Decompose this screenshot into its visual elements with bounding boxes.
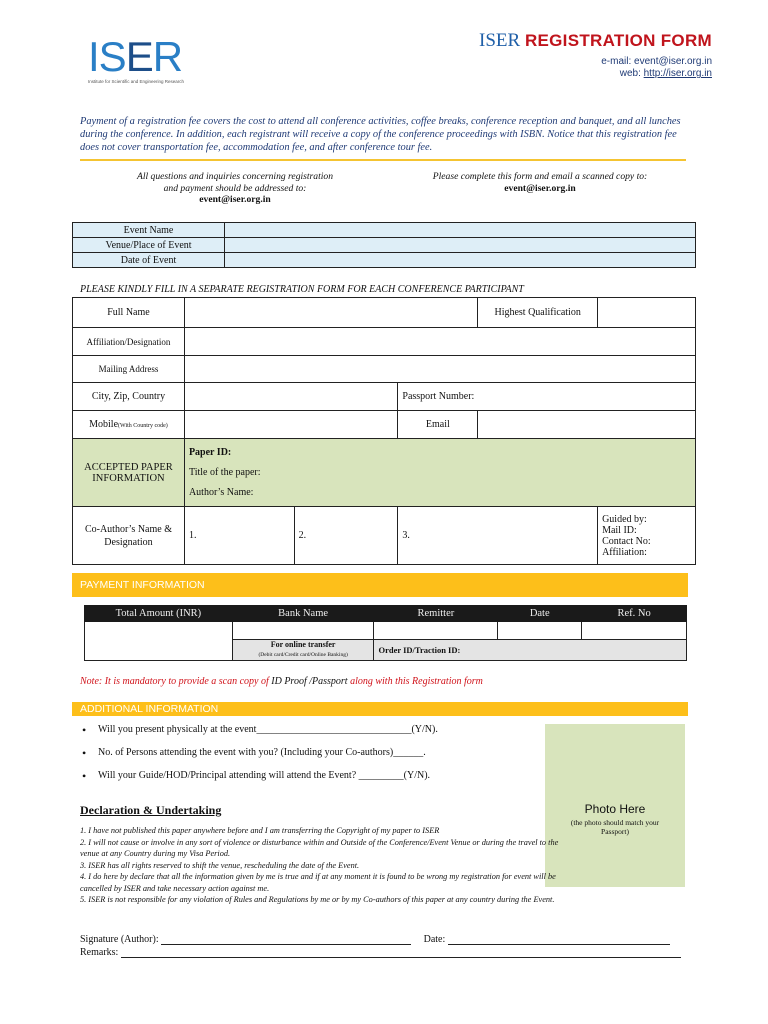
table-row <box>85 606 687 622</box>
coauthor-1-field[interactable]: 1. <box>184 507 294 565</box>
author-name-label: Author’s Name: <box>188 486 254 498</box>
full-name-field[interactable] <box>184 298 477 328</box>
bank-name-header: Bank Name <box>232 606 374 622</box>
list-item: • Will your Guide/HOD/Principal attending will attend the Event? _________(Y/N). <box>80 770 540 781</box>
note-part-1: Note: It is mandatory to provide a scan copy of <box>80 676 272 687</box>
questions-contact <box>120 171 350 206</box>
submit-email: event@iser.org.in <box>504 182 576 194</box>
ref-no-field[interactable] <box>582 622 687 640</box>
paper-title-label: Title of the paper: <box>188 466 261 478</box>
date-header: Date <box>498 606 582 622</box>
event-name-label: Event Name <box>73 223 225 238</box>
remarks-row <box>80 947 681 958</box>
registration-table <box>72 297 696 565</box>
submit-contact <box>410 171 670 194</box>
form-title-iser: ISER <box>479 30 521 51</box>
yellow-divider <box>80 159 686 161</box>
event-date-field[interactable] <box>225 253 696 268</box>
total-amount-header: Total Amount (INR) <box>85 606 233 622</box>
logo-text-is: IS <box>88 33 126 80</box>
accepted-paper-label: ACCEPTED PAPER INFORMATION <box>73 439 185 507</box>
id-proof-note <box>80 676 483 687</box>
table-row <box>73 439 696 507</box>
signature-label: Signature (Author): <box>80 934 159 945</box>
affiliation-field[interactable] <box>184 328 695 356</box>
logo-subtitle: Institute for Scientific and Engineering Research <box>88 79 185 84</box>
paper-id-label: Paper ID: <box>188 446 232 458</box>
signature-row <box>80 934 670 945</box>
passport-number-label: Passport Number: <box>402 391 475 402</box>
online-transfer-cell <box>232 640 374 661</box>
table-row <box>73 356 696 383</box>
mobile-label <box>73 411 185 439</box>
event-name-field[interactable] <box>225 223 696 238</box>
online-transfer-note: (Debit card/Credit card/Online Banking) <box>258 652 348 658</box>
coauthor-label: Co-Author’s Name & Designation <box>73 507 185 565</box>
questions-line-1: All questions and inquiries concerning registration <box>136 171 334 182</box>
ref-no-header: Ref. No <box>582 606 687 622</box>
bank-name-field[interactable] <box>232 622 374 640</box>
guide-affiliation-label: Affiliation: <box>602 546 647 558</box>
table-row <box>73 411 696 439</box>
payment-table <box>84 605 687 661</box>
declaration-heading: Declaration & Undertaking <box>80 803 222 817</box>
declaration-item: 1. I have not published this paper anywhere before and I am transferring the Copyright of my paper to ISER <box>80 826 440 835</box>
note-id-proof: ID Proof /Passport <box>271 676 348 687</box>
mobile-field[interactable] <box>184 411 397 439</box>
table-row <box>73 328 696 356</box>
web-label: web: <box>619 68 644 79</box>
list-item: • Will you present physically at the event_______________________________(Y/N). <box>80 724 540 735</box>
photo-title: Photo Here <box>584 802 646 816</box>
table-row <box>73 298 696 328</box>
order-id-field[interactable] <box>374 640 687 661</box>
email-label-cell: Email <box>398 411 478 439</box>
full-name-label: Full Name <box>73 298 185 328</box>
list-item: • No. of Persons attending the event with you? (Including your Co-authors)______. <box>80 747 540 758</box>
highest-qualification-label: Highest Qualification <box>478 298 598 328</box>
event-table <box>72 222 696 268</box>
date-field[interactable] <box>498 622 582 640</box>
contact-no-label: Contact No: <box>602 535 651 547</box>
header-email: event@iser.org.in <box>634 56 712 67</box>
highest-qualification-field[interactable] <box>598 298 696 328</box>
intro-paragraph: Payment of a registration fee covers the cost to attend all conference activities, coffee breaks, conference reception and banquet, and all lunches during the conference. In addition, each registrant will receive a copy of the conference proceedings with ISBN. Notice that this registration fee does not cover transportation fee, accommodation fee, and after conference tour fee. <box>80 116 681 154</box>
declaration-item: 3. ISER has all rights reserved to shift the venue, rescheduling the date of the Event. <box>80 860 360 870</box>
logo-text-e: E <box>125 33 153 80</box>
declaration-item: 5. ISER is not responsible for any violation of Rules and Regulations by me or by my Co-authors of this paper at any country during the Event. <box>80 895 555 904</box>
contact-info <box>601 56 712 80</box>
remitter-field[interactable] <box>374 622 498 640</box>
order-id-label: Order ID/Traction ID: <box>378 645 461 655</box>
affiliation-label: Affiliation/Designation <box>73 328 185 356</box>
mobile-label-text: Mobile <box>89 419 119 430</box>
paper-info-field[interactable] <box>184 439 695 507</box>
photo-placeholder[interactable] <box>545 724 685 887</box>
declaration-text <box>80 825 560 906</box>
city-zip-country-label: City, Zip, Country <box>73 383 185 411</box>
table-row <box>73 383 696 411</box>
mail-id-label: Mail ID: <box>602 524 637 536</box>
table-row <box>85 622 687 640</box>
table-row <box>73 253 696 268</box>
additional-questions <box>80 724 540 793</box>
guide-info-field[interactable] <box>598 507 696 565</box>
online-transfer-label: For online transfer <box>270 640 336 649</box>
mobile-country-code-note: (With Country code) <box>118 423 168 429</box>
form-title-registration: REGISTRATION FORM <box>524 31 712 50</box>
declaration-item: 4. I do here by declare that all the information given by me is true and if at any moment it is found to be wrong my registration for event will be cancelled by ISER and take necessary action against me. <box>80 872 556 893</box>
event-venue-field[interactable] <box>225 238 696 253</box>
logo-text-r: R <box>152 33 183 80</box>
iser-logo <box>88 33 218 86</box>
declaration-item: 2. I will not cause or involve in any sort of violence or disturbance within and Outside of the Conference/Event Venue or during the travel to the venue at any Country during my Visa Period. <box>80 837 559 858</box>
remarks-label: Remarks: <box>80 947 119 958</box>
mailing-address-field[interactable] <box>184 356 695 383</box>
passport-number-field[interactable] <box>398 383 696 411</box>
payment-info-bar: PAYMENT INFORMATION <box>72 573 688 597</box>
event-date-label: Date of Event <box>73 253 225 268</box>
photo-note: (the photo should match your Passport) <box>570 818 660 836</box>
date-label: Date: <box>423 934 446 945</box>
coauthor-2-field[interactable]: 2. <box>294 507 398 565</box>
table-row <box>73 238 696 253</box>
form-title <box>479 30 712 52</box>
total-amount-field[interactable] <box>85 622 233 661</box>
table-row <box>73 223 696 238</box>
separate-form-notice: PLEASE KINDLY FILL IN A SEPARATE REGISTRATION FORM FOR EACH CONFERENCE PARTICIPANT <box>80 284 524 295</box>
email-field[interactable] <box>478 411 696 439</box>
website-link[interactable]: http://iser.org.in <box>643 68 712 79</box>
event-venue-label: Venue/Place of Event <box>73 238 225 253</box>
remarks-line[interactable] <box>121 948 681 958</box>
email-label: e-mail: <box>601 56 635 67</box>
remitter-header: Remitter <box>374 606 498 622</box>
date-line[interactable] <box>448 935 670 945</box>
additional-info-bar: ADDITIONAL INFORMATION <box>72 702 688 716</box>
signature-line[interactable] <box>161 935 411 945</box>
coauthor-3-field[interactable]: 3. <box>398 507 598 565</box>
city-zip-country-field[interactable] <box>184 383 397 411</box>
submit-line: Please complete this form and email a scanned copy to: <box>432 171 648 182</box>
table-row <box>73 507 696 565</box>
questions-email: event@iser.org.in <box>199 194 271 205</box>
mailing-address-label: Mailing Address <box>73 356 185 383</box>
note-part-2: along with this Registration form <box>347 676 483 687</box>
questions-line-2: and payment should be addressed to: <box>163 182 307 194</box>
guided-by-label: Guided by: <box>602 513 647 525</box>
